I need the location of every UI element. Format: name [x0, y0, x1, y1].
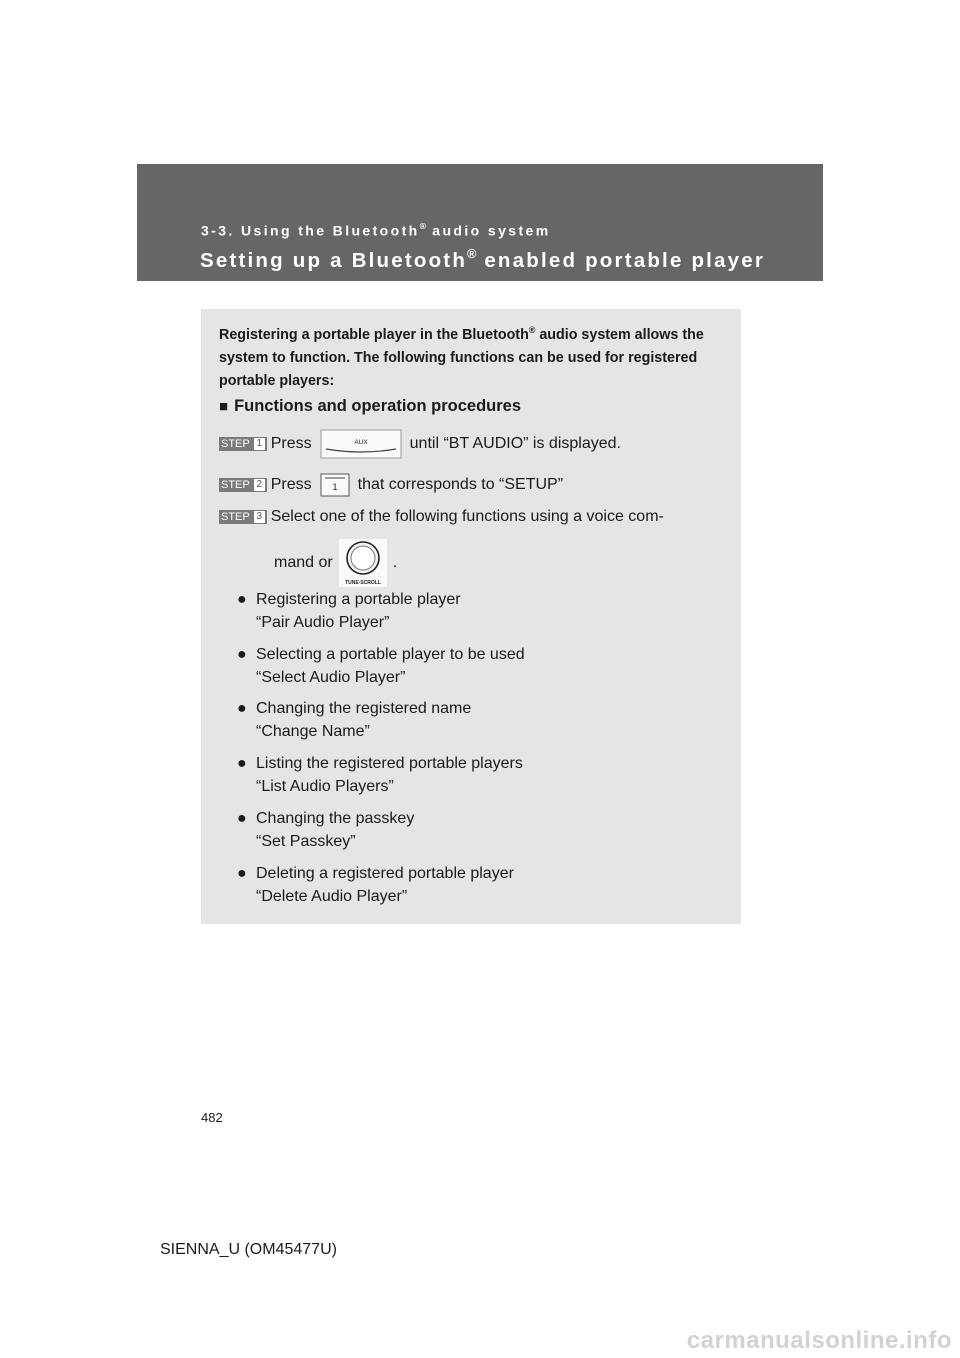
page-title: Setting up a Bluetooth® enabled portable player: [200, 246, 766, 272]
list-item: ● Listing the registered portable players “List Audio Players”: [237, 755, 523, 795]
section-label: 3-3. Using the Bluetooth® audio system: [201, 221, 551, 239]
step-1: STEP 1 Press AUX until “BT AUDIO” is displayed.: [219, 429, 621, 459]
list-item: ● Changing the passkey “Set Passkey”: [237, 810, 415, 850]
step-badge: STEP 3: [219, 510, 267, 524]
step-3-continuation: mand or TUNE·SCROLL .: [274, 539, 397, 587]
list-item: ● Deleting a registered portable player “Delete Audio Player”: [237, 865, 514, 905]
preset-1-button-icon: [320, 473, 350, 497]
step-3: STEP 3 Select one of the following functions using a voice com-: [221, 508, 664, 525]
content-box: [201, 309, 741, 924]
svg-text:1: 1: [332, 482, 338, 492]
bullet-icon: ●: [237, 755, 247, 772]
watermark: carmanualsonline.info: [686, 1327, 952, 1354]
section-header-band: [137, 164, 823, 281]
svg-text:AUX: AUX: [353, 439, 368, 446]
functions-subheading: ■ Functions and operation procedures: [219, 397, 522, 415]
list-item: ● Changing the registered name “Change Name”: [237, 700, 472, 740]
document-id: SIENNA_U (OM45477U): [160, 1241, 337, 1258]
bullet-icon: ●: [237, 865, 247, 882]
intro-paragraph: Registering a portable player in the Bluetooth® audio system allows the system to function. The following functions can be used for registered portable players:: [219, 325, 704, 389]
page-number: 482: [201, 1110, 223, 1125]
svg-text:TUNE·SCROLL: TUNE·SCROLL: [344, 580, 381, 586]
aux-button-icon: [320, 429, 402, 459]
step-badge: STEP 1: [219, 437, 267, 451]
bullet-icon: ●: [237, 700, 247, 717]
step-badge: STEP 2: [219, 478, 267, 492]
bullet-icon: ●: [237, 591, 247, 608]
step-2: STEP 2 Press 1 that corresponds to “SETUP”: [219, 473, 563, 497]
square-bullet-icon: ■: [219, 398, 229, 415]
bullet-icon: ●: [237, 646, 247, 663]
list-item: ● Registering a portable player “Pair Audio Player”: [237, 591, 461, 631]
list-item: ● Selecting a portable player to be used “Select Audio Player”: [237, 646, 525, 686]
tune-scroll-knob-icon: [339, 539, 387, 587]
bullet-icon: ●: [237, 810, 247, 827]
